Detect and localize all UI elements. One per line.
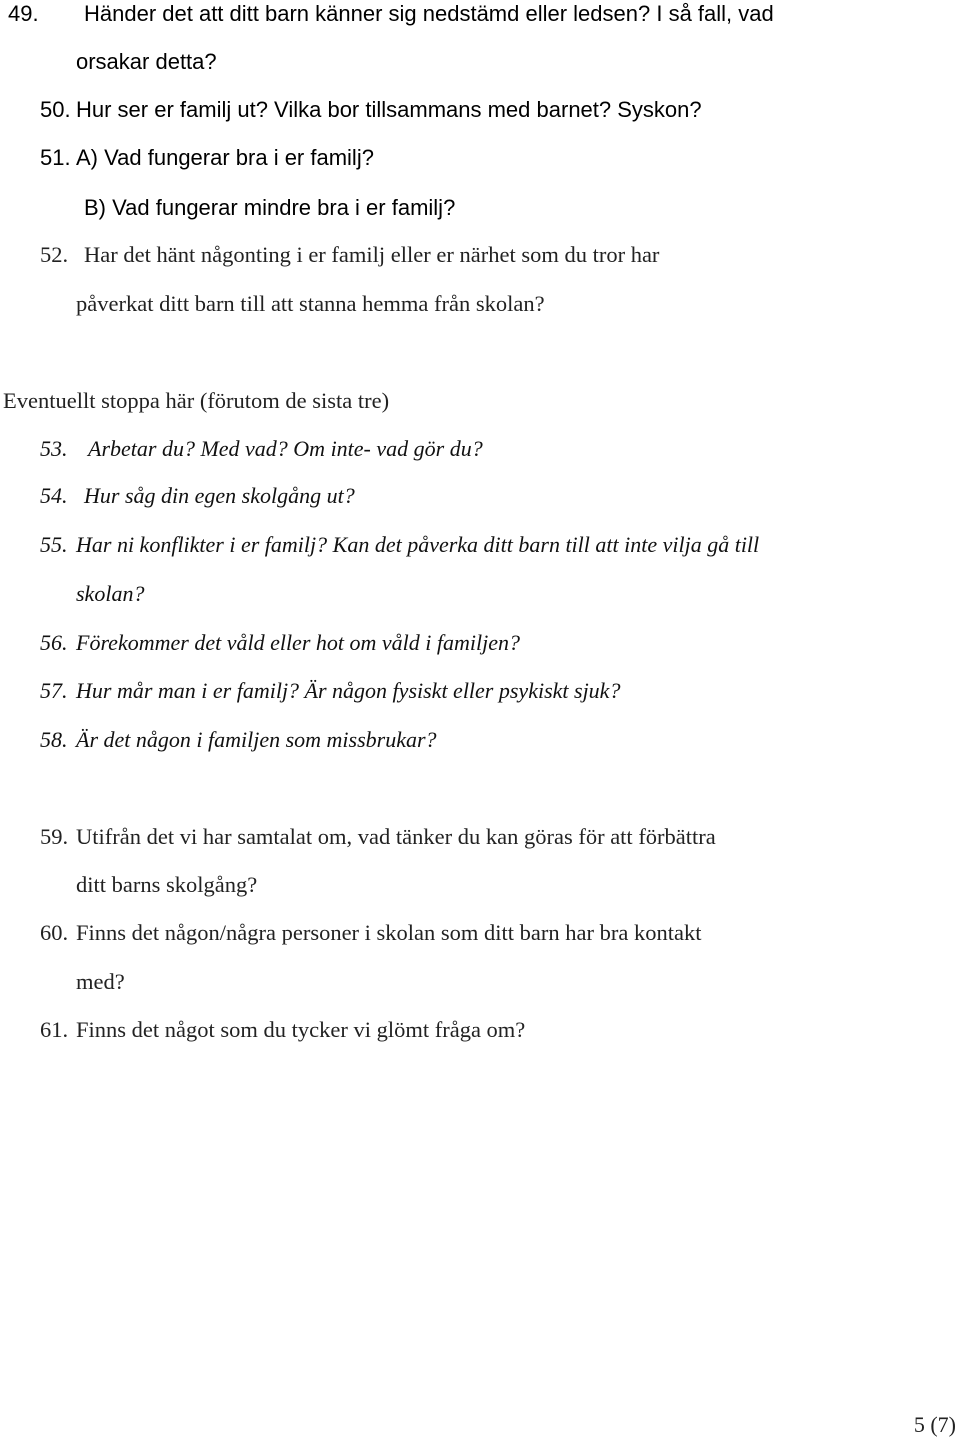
question-number: 56. (40, 630, 68, 655)
question-52-continuation: påverkat ditt barn till att stanna hemma från skolan? (76, 291, 545, 316)
question-number: 60. (40, 920, 69, 945)
question-text: Hur såg din egen skolgång ut? (84, 483, 355, 508)
question-text: Har det hänt någonting i er familj eller er närhet som du tror har (84, 242, 660, 267)
question-60-continuation: med? (76, 969, 125, 994)
question-text: Händer det att ditt barn känner sig nedstämd eller ledsen? I så fall, vad (84, 1, 774, 26)
question-text: Arbetar du? Med vad? Om inte- vad gör du? (88, 436, 483, 461)
question-text: Är det någon i familjen som missbrukar? (76, 727, 437, 752)
question-text: Har ni konflikter i er familj? Kan det påverka ditt barn till att inte vilja gå till (76, 532, 760, 557)
question-text: Hur ser er familj ut? Vilka bor tillsammans med barnet? Syskon? (76, 97, 702, 122)
page-number: 5 (7) (913, 1412, 956, 1437)
question-number: 61. (40, 1017, 69, 1042)
question-text: Förekommer det våld eller hot om våld i familjen? (76, 630, 520, 655)
question-number: 49. (8, 1, 39, 26)
question-number: 52. (40, 242, 69, 267)
question-text: A) Vad fungerar bra i er familj? (76, 145, 374, 170)
stop-note: Eventuellt stoppa här (förutom de sista tre) (3, 388, 390, 413)
question-number: 58. (40, 727, 68, 752)
question-number: 59. (40, 824, 69, 849)
question-59-continuation: ditt barns skolgång? (76, 872, 258, 897)
question-51-part-b: B) Vad fungerar mindre bra i er familj? (84, 195, 456, 220)
question-49-continuation: orsakar detta? (76, 49, 217, 74)
question-number: 50. (40, 97, 71, 122)
question-text: Hur mår man i er familj? Är någon fysiskt eller psykiskt sjuk? (76, 678, 621, 703)
question-number: 57. (40, 678, 68, 703)
question-number: 55. (40, 532, 68, 557)
question-text: Finns det någon/några personer i skolan som ditt barn har bra kontakt (76, 920, 702, 945)
question-55-continuation: skolan? (76, 581, 145, 606)
question-text: Finns det något som du tycker vi glömt fråga om? (76, 1017, 526, 1042)
question-number: 54. (40, 483, 68, 508)
question-number: 51. (40, 145, 71, 170)
question-text: Utifrån det vi har samtalat om, vad tänker du kan göras för att förbättra (76, 824, 716, 849)
question-number: 53. (40, 436, 68, 461)
